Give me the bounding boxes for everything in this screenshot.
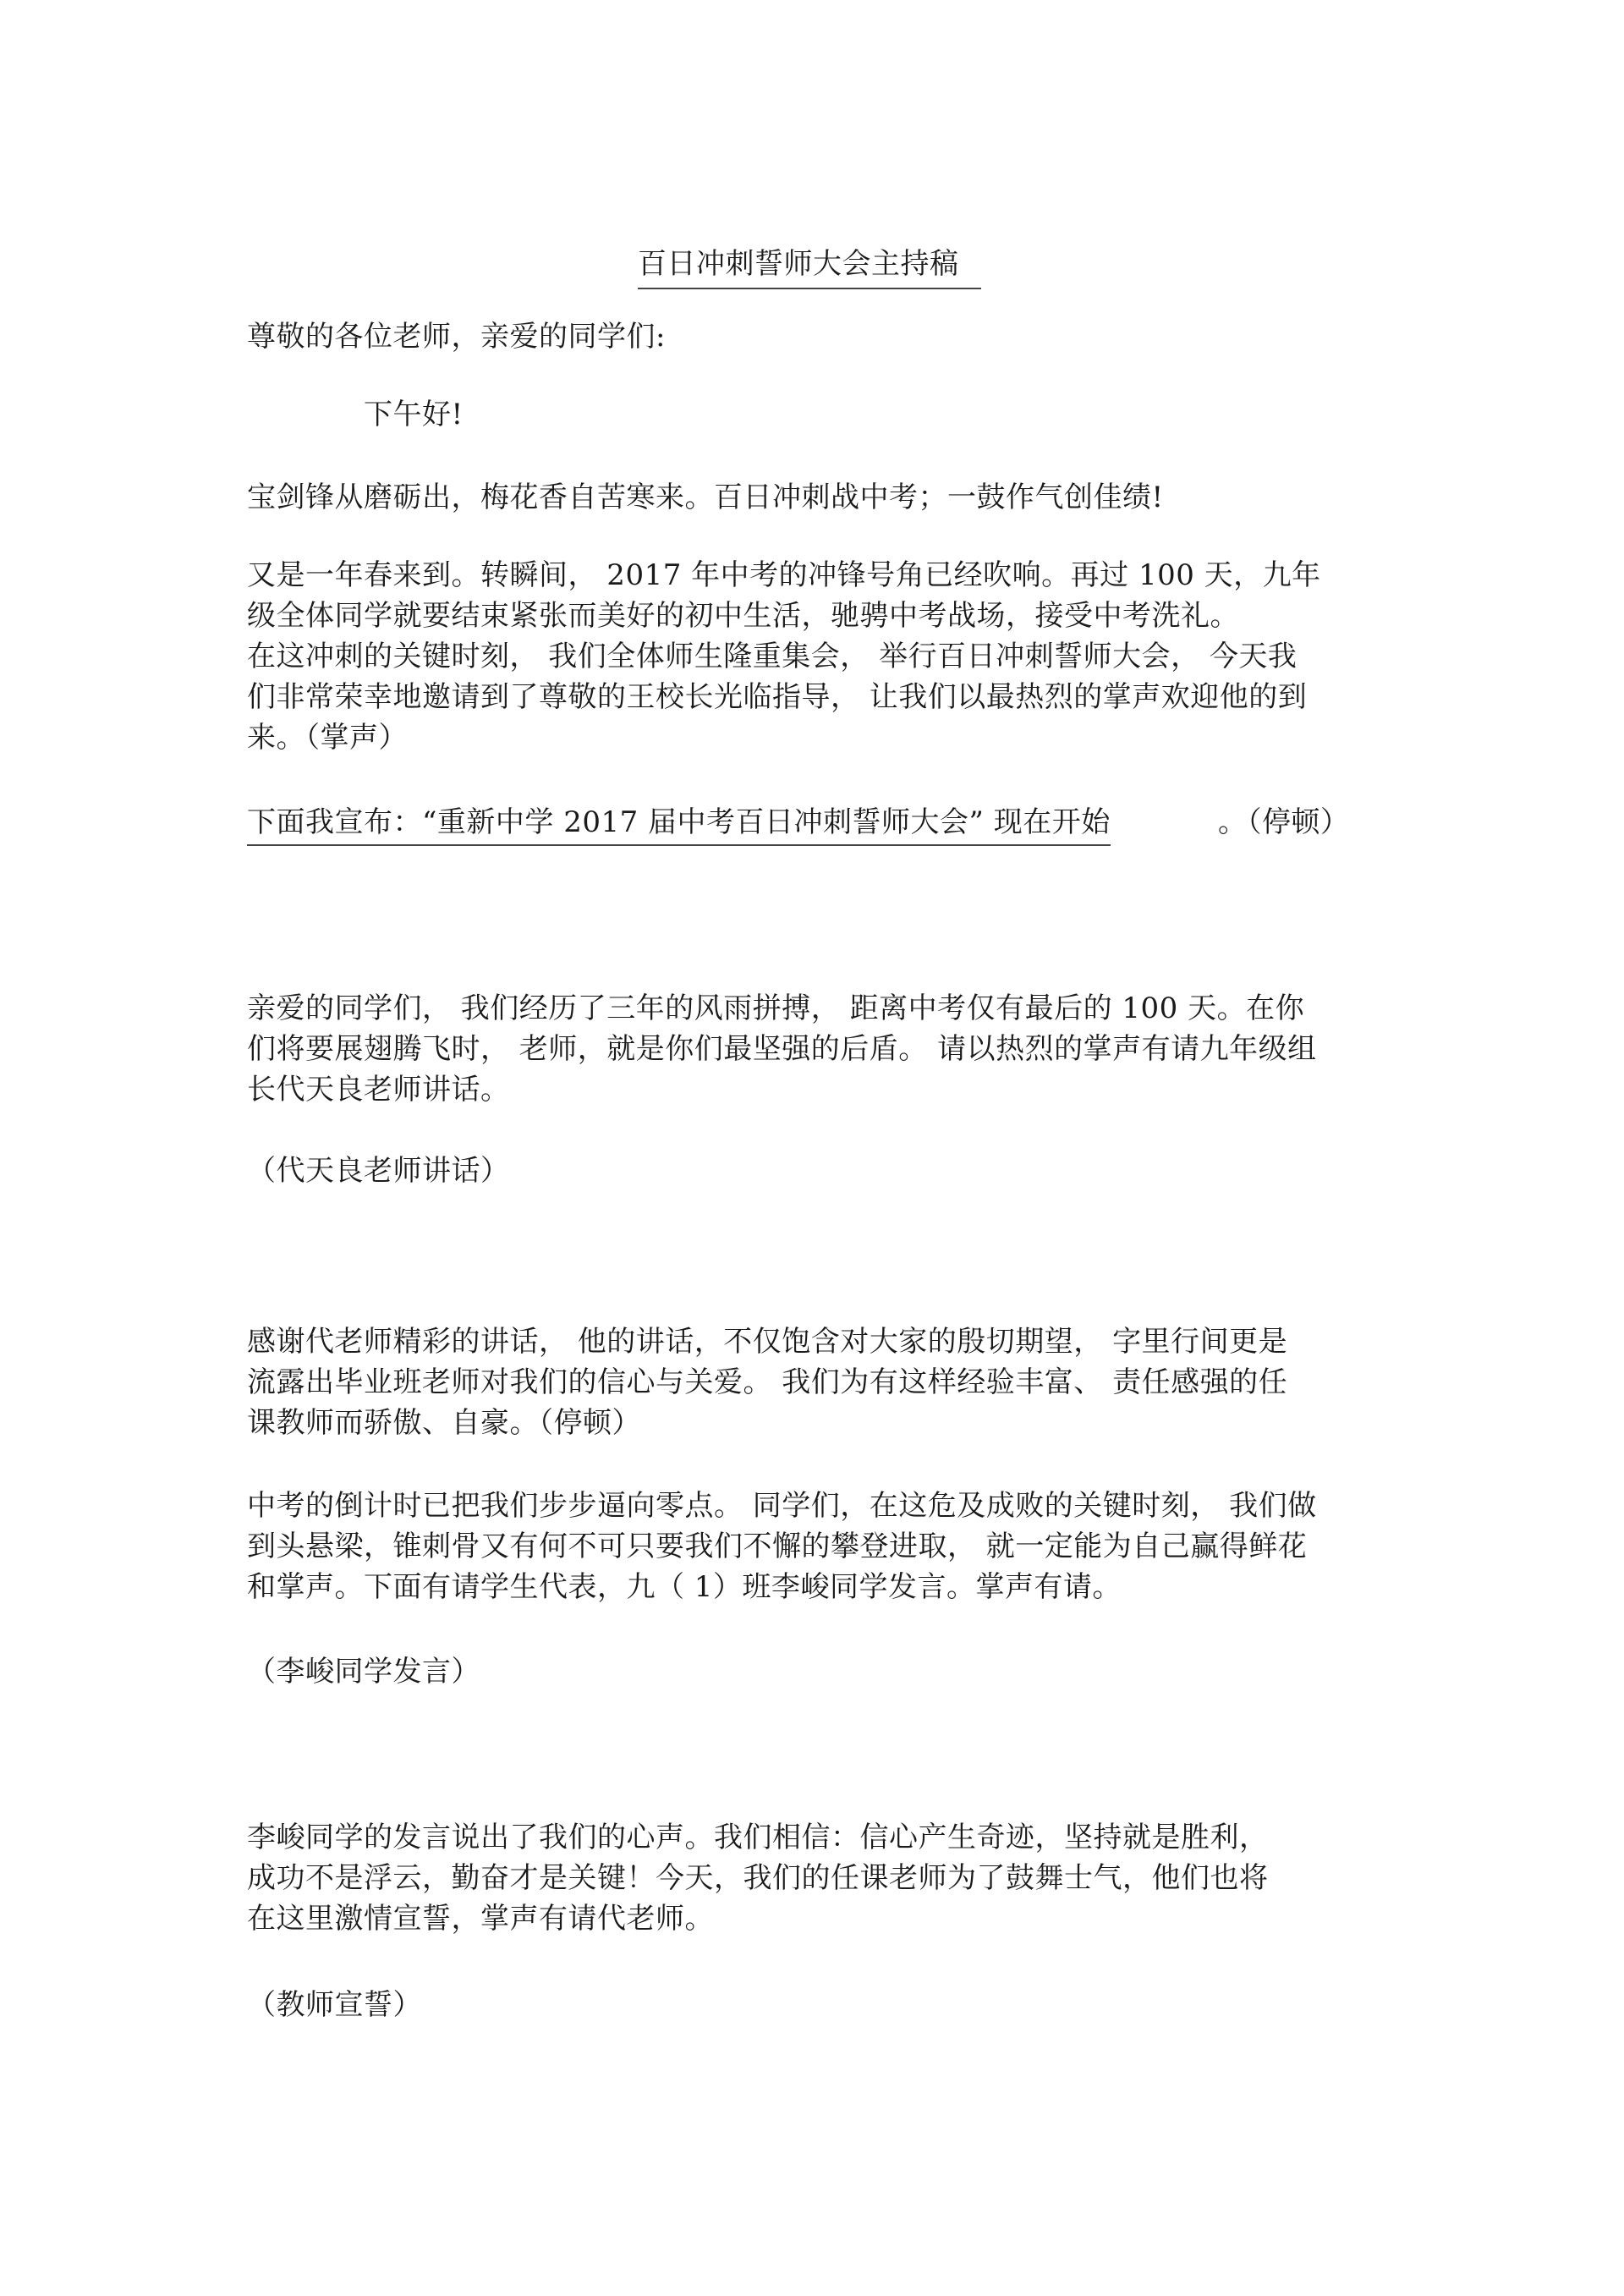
paragraph-line: 来。（掌声） — [247, 721, 408, 755]
opening-couplet: 宝剑锋从磨砺出，梅花香自苦寒来。百日冲刺战中考；一鼓作气创佳绩! — [247, 481, 1164, 514]
paragraph-line: 亲爱的同学们， 我们经历了三年的风雨拼搏， 距离中考仅有最后的 100 天。在你 — [247, 991, 1305, 1025]
paragraph-line: 在这冲刺的关键时刻， 我们全体师生隆重集会， 举行百日冲刺誓师大会， 今天我 — [247, 640, 1298, 673]
paragraph-line: 级全体同学就要结束紧张而美好的初中生活，驰骋中考战场，接受中考洗礼。 — [247, 599, 1239, 633]
paragraph-line: 和掌声。下面有请学生代表，九（ 1）班李峻同学发言。掌声有请。 — [247, 1570, 1122, 1604]
paragraph-line: 们非常荣幸地邀请到了尊敬的王校长光临指导， 让我们以最热烈的掌声欢迎他的到 — [247, 680, 1308, 714]
paragraph-line: 到头悬梁，锥刺骨又有何不可只要我们不懈的攀登进取， 就一定能为自己赢得鲜花 — [247, 1530, 1308, 1563]
document-title: 百日冲刺誓师大会主持稿 — [638, 244, 981, 289]
greeting-sub: 下午好! — [364, 398, 464, 431]
paragraph-line: 感谢代老师精彩的讲话， 他的讲话，不仅饱含对大家的殷切期望， 字里行间更是 — [247, 1325, 1288, 1359]
stage-direction: （李峻同学发言） — [247, 1655, 480, 1689]
paragraph-line: 流露出毕业班老师对我们的信心与关爱。 我们为有这样经验丰富、 责任感强的任 — [247, 1365, 1288, 1399]
paragraph-line: 李峻同学的发言说出了我们的心声。我们相信：信心产生奇迹，坚持就是胜利， — [247, 1821, 1269, 1854]
paragraph-line: 们将要展翅腾飞时， 老师，就是你们最坚强的后盾。 请以热烈的掌声有请九年级组 — [247, 1032, 1317, 1066]
announcement-tail: 。（停顿） — [1218, 805, 1350, 839]
paragraph-line: 课教师而骄傲、自豪。（停顿） — [247, 1406, 641, 1440]
announcement: 下面我宣布：“重新中学 2017 届中考百日冲刺誓师大会” 现在开始 — [247, 802, 1111, 846]
greeting: 尊敬的各位老师，亲爱的同学们: — [247, 320, 666, 354]
stage-direction: （代天良老师讲话） — [247, 1154, 510, 1188]
paragraph-line: 成功不是浮云，勤奋才是关键！今天，我们的任课老师为了鼓舞士气，他们也将 — [247, 1861, 1269, 1895]
stage-direction: （教师宣誓） — [247, 1988, 422, 2022]
paragraph-line: 在这里激情宣誓，掌声有请代老师。 — [247, 1902, 714, 1936]
paragraph-line: 长代天良老师讲话。 — [247, 1073, 510, 1107]
paragraph-line: 又是一年春来到。转瞬间， 2017 年中考的冲锋号角已经吹响。再过 100 天，九年 — [247, 558, 1321, 592]
paragraph-line: 中考的倒计时已把我们步步逼向零点。 同学们，在这危及成败的关键时刻， 我们做 — [247, 1489, 1317, 1523]
